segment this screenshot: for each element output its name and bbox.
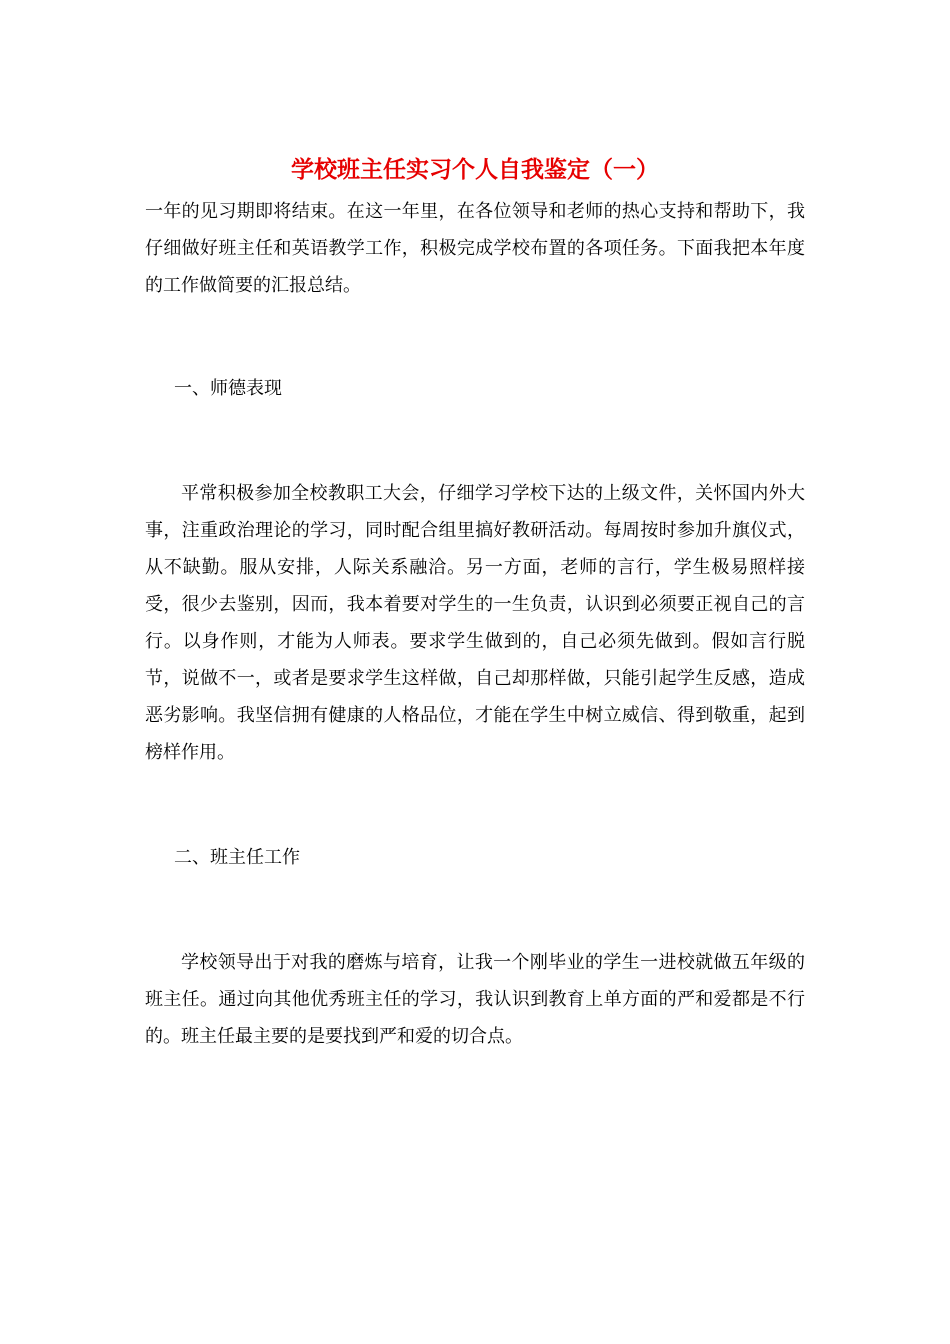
section-heading-teacher-ethics: 一、师德表现 bbox=[174, 378, 282, 399]
section-heading-class-teacher-work: 二、班主任工作 bbox=[174, 847, 300, 868]
intro-paragraph: 一年的见习期即将结束。在这一年里，在各位领导和老师的热心支持和帮助下，我仔细做好班主任和英语教学工作，积极完成学校布置的各项任务。下面我把本年度的工作做简要的汇报总结。 bbox=[145, 201, 805, 296]
section-body-teacher-ethics: 平常积极参加全校教职工大会，仔细学习学校下达的上级文件，关怀国内外大事，注重政治理论的学习，同时配合组里搞好教研活动。每周按时参加升旗仪式，从不缺勤。服从安排，人际关系融洽。另一方面，老师的言行，学生极易照样接受，很少去鉴别，因而，我本着要对学生的一生负责，认识到必须要正视自己的言行。以身作则，才能为人师表。要求学生做到的，自己必须先做到。假如言行脱节，说做不一，或者是要求学生这样做，自己却那样做，只能引起学生反感，造成恶劣影响。我坚信拥有健康的人格品位，才能在学生中树立威信、得到敬重，起到榜样作用。 bbox=[145, 483, 805, 763]
section-body-class-teacher-work: 学校领导出于对我的磨炼与培育，让我一个刚毕业的学生一进校就做五年级的班主任。通过向其他优秀班主任的学习，我认识到教育上单方面的严和爱都是不行的。班主任最主要的是要找到严和爱的切合点。 bbox=[145, 952, 805, 1047]
document-title: 学校班主任实习个人自我鉴定（一） bbox=[291, 156, 659, 183]
